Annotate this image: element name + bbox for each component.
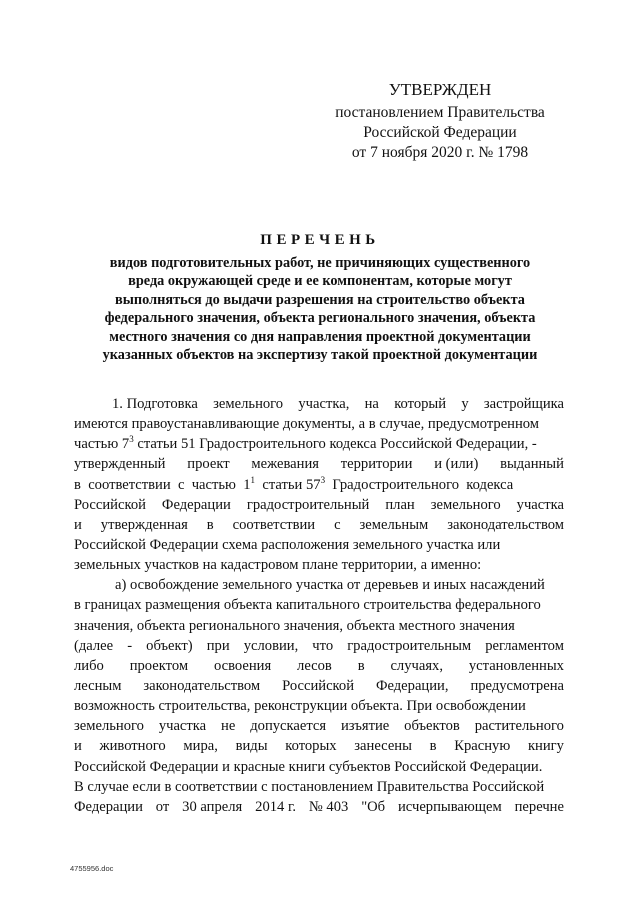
body-line [74, 736, 564, 756]
word: в [429, 738, 437, 755]
word: 1. Подготовка [112, 396, 198, 412]
word: Российской [282, 677, 355, 694]
word: изъятие [341, 718, 390, 735]
word: мира, [183, 738, 218, 755]
word: случаях, [390, 657, 443, 674]
word: - [127, 637, 133, 654]
word: № 403 [308, 798, 349, 815]
word: лесным [74, 677, 122, 694]
word: застройщика [483, 396, 564, 412]
word: план [385, 496, 415, 513]
word: предусмотрена [470, 677, 564, 694]
body-line: земельных участков на кадастровом плане территории, а именно: [74, 557, 482, 574]
word: выданный [500, 456, 564, 473]
word: и [74, 738, 82, 755]
approval-heading: УТВЕРЖДЕН [388, 80, 492, 99]
text-run: частью 7 [74, 436, 130, 453]
subtitle-line: федерального значения, объекта регионального значения, объекта [104, 310, 536, 327]
body-line: возможность строительства, реконструкции объекта. При освобождении [74, 698, 526, 715]
word: занесены [354, 738, 412, 755]
body-line [74, 716, 564, 736]
text-run: статьи 57 [255, 476, 321, 493]
word: межевания [251, 456, 319, 473]
word: 30 апреля [182, 798, 243, 815]
superscript: 3 [129, 434, 134, 445]
word: участка, [298, 396, 350, 412]
word: которых [285, 738, 337, 755]
subtitle-line: видов подготовительных работ, не причиняющих существенного [109, 255, 531, 271]
body-line: имеются правоустанавливающие документы, а в случае, предусмотренном [74, 416, 540, 433]
word: животного [99, 738, 166, 755]
word: условии, [243, 637, 299, 654]
word: на [364, 396, 379, 412]
body-line [74, 434, 564, 454]
word: соответствии [232, 516, 316, 533]
word: земельным [359, 516, 429, 533]
word: (далее [74, 637, 114, 654]
subtitle-line: местного значения со дня направления проектной документации [109, 328, 531, 345]
word: лесов [297, 657, 332, 674]
body-line [74, 454, 564, 474]
word: Российской [74, 496, 146, 513]
file-name-footer: 4755956.doc [70, 864, 114, 873]
subtitle-line: вреда окружающей среде и ее компонентам, которые могут [128, 273, 512, 290]
word: не [221, 718, 236, 735]
word: земельного [430, 496, 501, 513]
word: проект [187, 456, 230, 473]
word: законодательством [447, 516, 564, 533]
text-run: Градостроительного кодекса [325, 476, 514, 493]
word: утвержденная [100, 516, 188, 533]
body-line [74, 475, 564, 495]
word: растительного [474, 718, 564, 735]
word: в [357, 657, 365, 674]
word: в [206, 516, 214, 533]
word: у [461, 396, 469, 412]
word: перечне [514, 798, 564, 815]
word: освоения [213, 657, 272, 674]
word: Федерации, [375, 677, 449, 694]
body-line: Российской Федерации схема расположения земельного участка или [74, 536, 501, 553]
document-title: ПЕРЕЧЕНЬ [260, 232, 380, 248]
superscript: 1 [250, 474, 256, 485]
document-subtitle [80, 254, 560, 364]
word: 2014 г. [255, 798, 296, 815]
approval-line-2: Российской Федерации [363, 124, 517, 141]
body-line: значения, объекта регионального значения, объекта местного значения [74, 617, 515, 634]
word: объект) [146, 637, 193, 654]
word: проектом [129, 657, 189, 674]
subtitle-line: выполняться до выдачи разрешения на строительство объекта [115, 291, 525, 308]
body-line: Российской Федерации и красные книги субъектов Российской Федерации. [74, 758, 543, 775]
approval-block [330, 80, 550, 163]
body-line [74, 676, 564, 696]
body-line: а) освобождение земельного участка от деревьев и иных насаждений [115, 577, 545, 594]
approval-line-1: постановлением Правительства [335, 104, 545, 121]
word: при [206, 637, 230, 654]
word: что [312, 637, 334, 654]
text-run: статьи 51 Градостроительного кодекса Российской Федерации, - [133, 436, 537, 453]
word: земельного [74, 718, 144, 735]
word: утвержденный [74, 456, 166, 473]
body-line [74, 394, 564, 414]
word: и (или) [434, 456, 479, 473]
word: "Об [361, 798, 386, 815]
word: либо [74, 657, 104, 674]
word: исчерпывающем [397, 798, 502, 815]
superscript: 3 [320, 474, 326, 485]
word: от [155, 798, 170, 815]
text-run: в соответствии с частью 1 [74, 476, 251, 493]
body-line [74, 495, 564, 515]
body-line [74, 797, 564, 817]
word: книгу [527, 738, 564, 755]
word: который [394, 396, 447, 412]
body-line: в границах размещения объекта капитального строительства федерального [74, 597, 541, 614]
word: допускается [250, 718, 327, 735]
body-line [74, 636, 564, 656]
word: Федерации [74, 798, 143, 815]
word: законодательством [143, 677, 261, 694]
word: регламентом [485, 637, 564, 654]
word: градостроительным [347, 637, 472, 654]
word: Красную [454, 738, 511, 755]
word: участка [516, 496, 564, 513]
word: виды [235, 738, 268, 755]
word: установленных [468, 657, 564, 674]
approval-line-3: от 7 ноября 2020 г. № 1798 [351, 144, 529, 161]
body-line: В случае если в соответствии с постановлением Правительства Российской [74, 778, 545, 795]
word: объектов [404, 718, 460, 735]
body-line [74, 656, 564, 676]
document-body [74, 394, 564, 817]
word: земельного [213, 396, 284, 412]
word: участка [158, 718, 207, 735]
word: с [334, 516, 341, 533]
word: и [74, 516, 82, 533]
subtitle-line: указанных объектов на экспертизу такой проектной документации [102, 347, 538, 364]
body-line [74, 515, 564, 535]
word: территории [340, 456, 413, 473]
word: Федерации [161, 496, 231, 513]
word: градостроительный [246, 496, 370, 513]
